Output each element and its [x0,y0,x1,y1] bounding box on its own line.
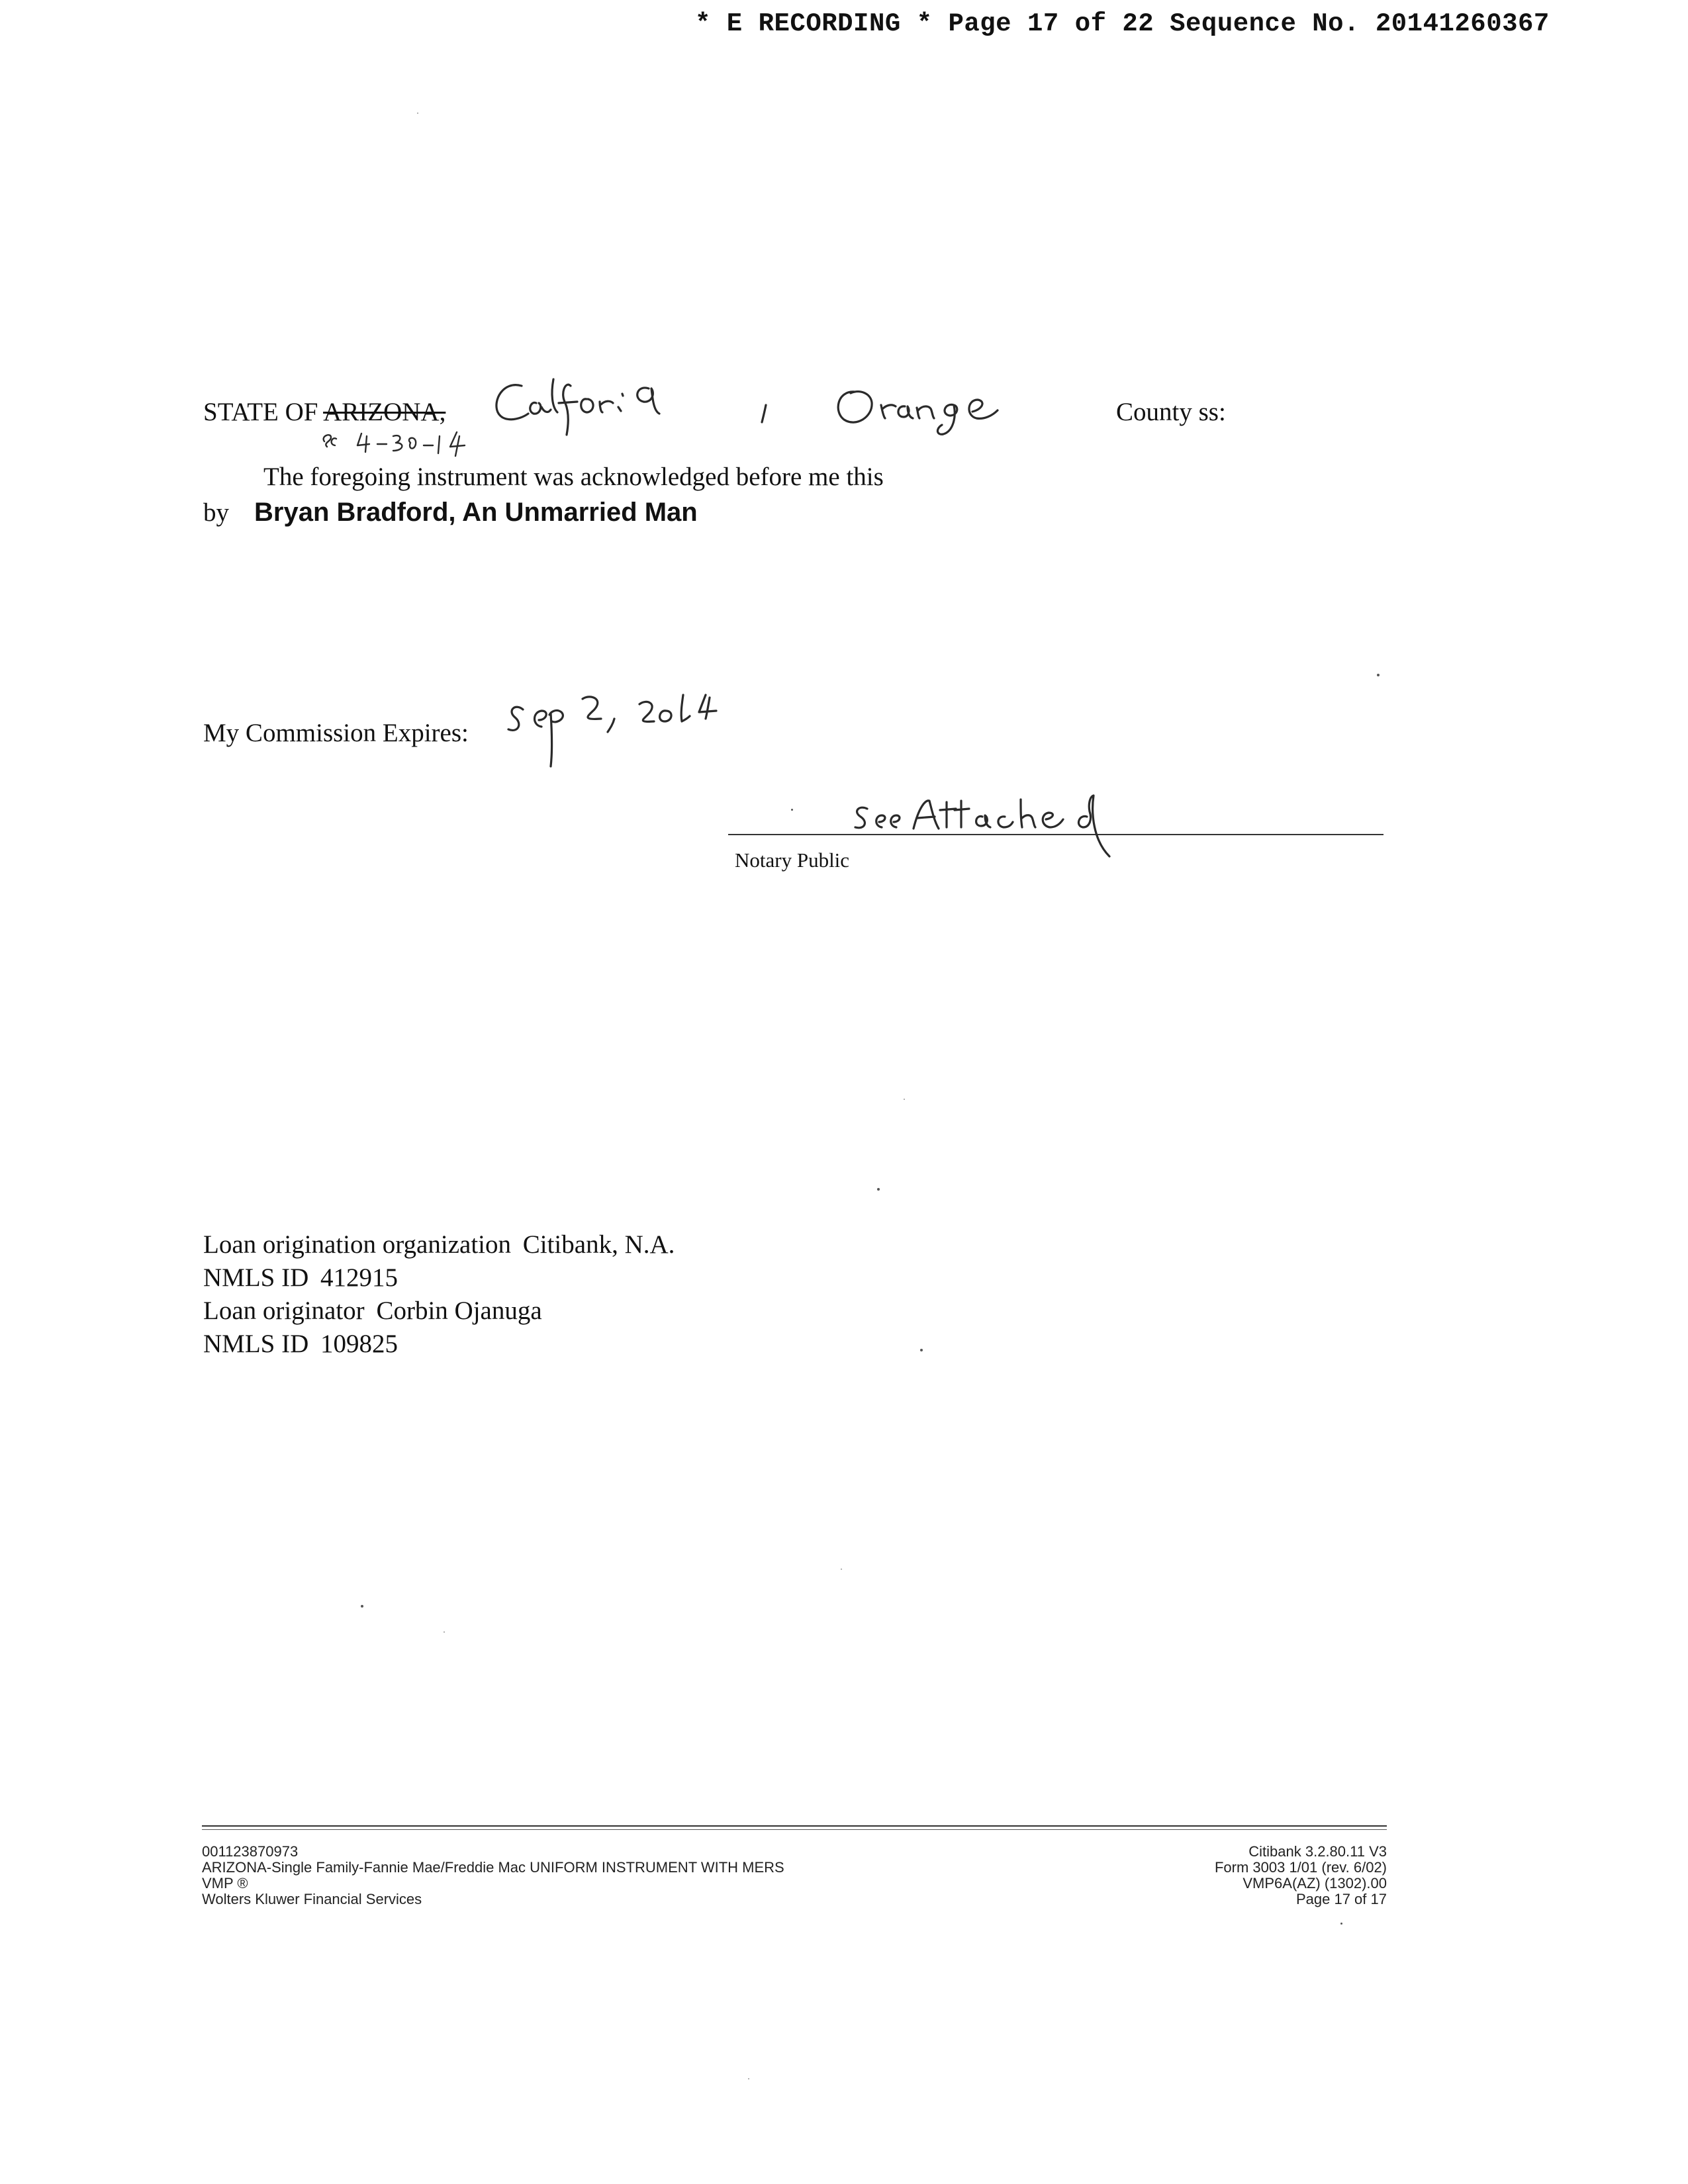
footer-vmp-code: VMP6A(AZ) (1302).00 [1243,1875,1387,1891]
scan-speck [417,113,418,114]
scan-speck [877,1188,880,1191]
nmls-originator-line [203,1329,398,1359]
nmls-originator-value: 109825 [320,1330,399,1358]
state-struck: ARIZONA, [323,398,446,426]
footer-vmp: VMP ® [202,1875,248,1891]
footer-form-number: Form 3003 1/01 (rev. 6/02) [1214,1859,1387,1876]
scan-speck [1340,1923,1342,1925]
handwritten-comma [758,402,771,425]
loan-org-value: Citibank, N.A. [522,1230,675,1259]
scan-speck [920,1349,923,1351]
loan-originator-value: Corbin Ojanuga [376,1297,542,1325]
county-label: County ss: [1116,398,1226,426]
loan-org-label: Loan origination organization [203,1230,511,1259]
loan-originator-label: Loan originator [203,1297,365,1325]
scan-speck [791,809,793,811]
loan-org-line [203,1230,675,1259]
nmls-org-label: NMLS ID [203,1263,309,1292]
acknowledgment-statement: The foregoing instrument was acknowledged before me this [263,463,884,491]
nmls-originator-label: NMLS ID [203,1330,309,1358]
scan-speck [748,2078,749,2079]
handwritten-county [831,379,1016,438]
footer-right [1215,1844,1387,1907]
recording-header: * E RECORDING * Page 17 of 22 Sequence No. 20141260367 [695,9,1550,38]
footer-version: Citibank 3.2.80.11 V3 [1248,1843,1387,1860]
handwritten-commission-date [503,682,748,774]
scan-speck [841,1569,842,1570]
signer-name: Bryan Bradford, An Unmarried Man [254,498,698,527]
notary-public-label: Notary Public [735,848,850,872]
handwritten-initials-date [318,427,470,460]
footer-rule-bottom [202,1829,1387,1830]
footer-instrument-title: ARIZONA-Single Family-Fannie Mae/Freddie Mac UNIFORM INSTRUMENT WITH MERS [202,1859,784,1876]
footer-left [202,1844,784,1907]
handwritten-state [490,374,708,447]
state-of-label [203,397,445,427]
footer-page-count: Page 17 of 17 [1295,1891,1387,1907]
scan-speck [904,1099,905,1100]
nmls-org-line [203,1263,398,1293]
nmls-org-value: 412915 [320,1263,399,1292]
state-prefix: STATE OF [203,398,318,426]
footer-loan-number: 001123870973 [202,1843,299,1860]
handwritten-notary-signature [847,788,1178,860]
loan-originator-line [203,1296,542,1326]
scan-speck [361,1605,363,1608]
by-label: by [203,498,229,527]
footer-rule-top [202,1825,1387,1827]
scan-speck [444,1631,445,1633]
footer-publisher: Wolters Kluwer Financial Services [202,1891,422,1907]
scan-speck [1377,674,1380,676]
commission-label: My Commission Expires: [203,719,469,747]
